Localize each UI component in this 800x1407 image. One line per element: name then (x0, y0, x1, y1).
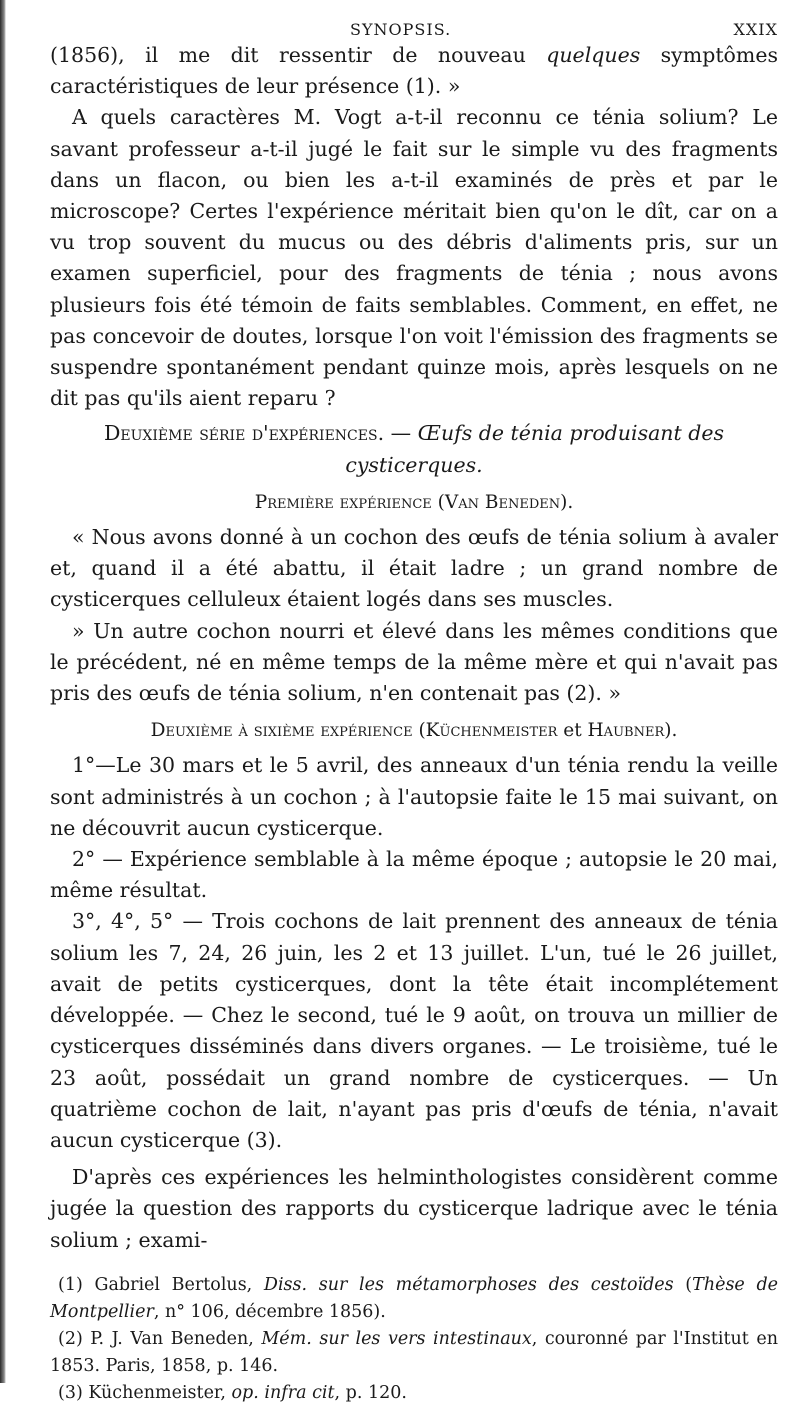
page-content (50, 10, 778, 1407)
footnotes (50, 1272, 778, 1407)
experiment-item-1: 1°—Le 30 mars et le 5 avril, des anneaux d'un ténia rendu la veille sont administrés à un cochon ; à l'autopsie faite le 15 mai suivant, on ne découvrit aucun cysticerque. (50, 753, 778, 840)
conclusion-paragraph: D'après ces expériences les helminthologistes considèrent comme jugée la question des rapports du cysticerque ladrique avec le ténia solium ; exami- (50, 1165, 778, 1252)
paragraph-vogt-question: A quels caractères M. Vogt a-t-il reconnu ce ténia solium? Le savant professeur a-t-il jugé le fait sur le simple vu des fragments dans un flacon, ou bien les a-t-il examinés de près et par le microscope? Certes l'expérience méritait bien qu'on le dît, car on a vu trop souvent du mucus ou des débris d'aliments pris, sur un examen superficiel, pour des fragments de ténia ; nous avons plusieurs fois été témoin de faits semblables. Comment, en effet, ne pas concevoir de doutes, lorsque l'on voit l'émission des fragments se suspendre spontanément pendant quinze mois, après lesquels on ne dit pas qu'ils aient reparu ? (50, 105, 778, 411)
first-experiment-heading: Première expérience (Van Beneden). (254, 491, 574, 513)
page-binding-edge (0, 0, 6, 1383)
experiment-item-2: 2° — Expérience semblable à la même époque ; autopsie le 20 mai, même résultat. (50, 847, 778, 903)
first-experiment-paragraph-2: » Un autre cochon nourri et élevé dans les mêmes conditions que le précédent, né en même temps de la même mère et qui n'avait pas pris des œufs de ténia solium, n'en contenait pas (2). » (50, 618, 778, 706)
first-experiment-paragraph-1: « Nous avons donné à un cochon des œufs de ténia solium à avaler et, quand il a été abattu, il était ladre ; un grand nombre de cysticerques celluleux étaient logés dans ses muscles. (50, 525, 778, 612)
series-heading: Deuxième série d'expériences. — Œufs de ténia produisant des cysticerques. (103, 421, 725, 477)
running-head (50, 10, 778, 40)
footnote-2: (2) P. J. Van Beneden, Mém. sur les vers intestinaux, couronné par l'Institut en 1853. Paris, 1858, p. 146. (50, 1328, 778, 1376)
experiment-item-3-5: 3°, 4°, 5° — Trois cochons de lait prennent des anneaux de ténia solium les 7, 24, 26 juin, les 2 et 13 juillet. L'un, tué le 26 juillet, avait de petits cysticerques, dont la tête était incomplétement développée. — Chez le second, tué le 9 août, on trouva un millier de cysticerques disséminés dans divers organes. — Le troisième, tué le 23 août, possédait un grand nombre de cysticerques. — Un quatrième cochon de lait, n'ayant pas pris d'œufs de ténia, n'avait aucun cysticerque (3). (50, 909, 778, 1152)
footnote-3: (3) Küchenmeister, op. infra cit, p. 120. (58, 1382, 407, 1403)
paragraph-continuation: (1856), il me dit ressentir de nouveau quelques symptômes caractéristiques de leur présence (1). » (50, 43, 778, 99)
footnote-1: (1) Gabriel Bertolus, Diss. sur les métamorphoses des cestoïdes (Thèse de Montpellier, n° 106, décembre 1856). (50, 1274, 779, 1322)
second-experiment-heading: Deuxième à sixième expérience (Küchenmeister et Haubner). (150, 720, 678, 742)
running-head-title: SYNOPSIS. (350, 20, 452, 39)
page-number: XXIX (733, 20, 778, 39)
